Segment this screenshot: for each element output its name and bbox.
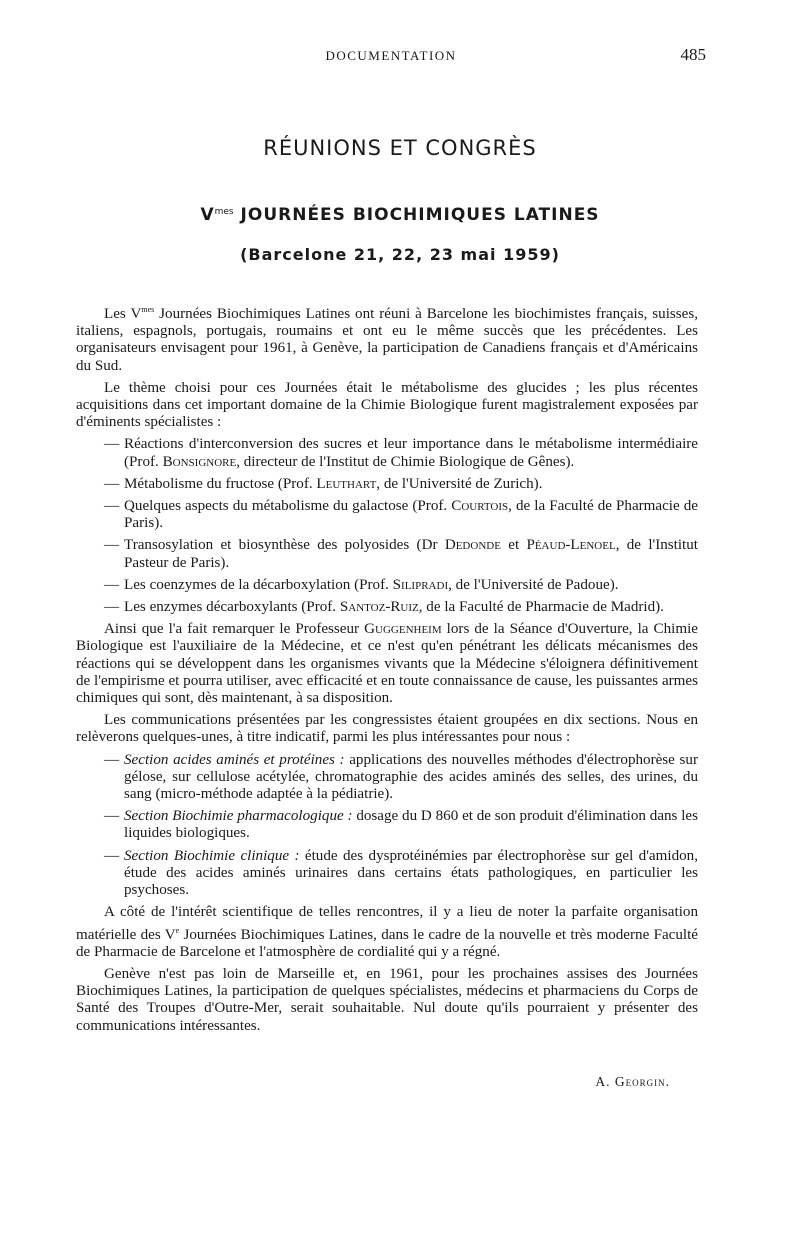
topic-affiliation: , de l'Institut Pasteur de Paris). (124, 537, 698, 571)
article-title-ordinal: V (200, 205, 215, 225)
theme-paragraph: Le thème choisi pour ces Journées était le métabolisme des glucides ; les plus récentes acquisitions dans cet important domaine de la Chimie Biologique furent magistralement exposées par d'éminents spécialistes : (76, 379, 698, 431)
page-number: 485 (680, 45, 706, 64)
organisation-post: Journées Biochimiques Latines, dans le cadre de la nouvelle et très moderne Faculté de Pharmacie de Barcelone et l'atmosphère de cordialité qui y a régné. (76, 926, 698, 960)
section-text: dosage du D 860 et de son produit d'élimination dans les liquides biologiques. (124, 808, 698, 842)
dash-mark: — (104, 808, 120, 825)
topic-affiliation: , directeur de l'Institut de Chimie Biologique de Gênes). (236, 453, 575, 470)
topic-text: Quelques aspects du métabolisme du galactose (Prof. (124, 498, 452, 515)
speaker-name: Santoz-Ruiz (339, 599, 419, 616)
topic-affiliation: , de l'Université de Padoue). (448, 576, 619, 593)
running-head: DOCUMENTATION (325, 48, 457, 63)
author-signature: A. Georgin. (595, 1074, 670, 1089)
article-title-text: JOURNÉES BIOCHIMIQUES LATINES (240, 205, 600, 225)
section-text: étude des dysprotéinémies par électrophorèse sur gel d'amidon, étude des acides aminés urinaires dans certains états pathologiques, en particulier les psychoses. (124, 847, 698, 899)
speaker-name: Silipradi (392, 576, 449, 593)
dash-mark: — (104, 436, 120, 453)
topic-text: Transosylation et biosynthèse des polyosides (Dr (124, 537, 445, 554)
page-header (76, 45, 706, 70)
topic-text: Les enzymes décarboxylants (Prof. (124, 599, 340, 616)
speaker-name: Courtois (451, 498, 509, 515)
communications-paragraph: Les communications présentées par les congressistes étaient groupées en dix sections. Nous en relèverons quelques-unes, à titre indicatif, parmi les plus intéressantes pour nous : (76, 712, 698, 746)
topic-affiliation: , de l'Université de Zurich). (376, 475, 543, 492)
topic-item (76, 476, 698, 493)
topic-text: Métabolisme du fructose (Prof. (124, 475, 317, 492)
topic-item (76, 537, 698, 571)
article-body (76, 301, 698, 1040)
organisation-sup: e (175, 925, 180, 935)
guggenheim-paragraph (76, 621, 698, 707)
topic-item (76, 599, 698, 616)
intro-post: Journées Biochimiques Latines ont réuni à Barcelone les biochimistes français, suisses, italiens, espagnols, portugais, roumains et ont eu le même succès que les précédentes. Les organisateurs envisagent pour 1961, à Genève, la participation de Canadiens français et d'Américains du Sud. (76, 306, 699, 374)
section-text: applications des nouvelles méthodes d'électrophorèse sur gélose, sur cellulose acétylée, chromatographie des acides aminés des selles, des urines, du sang (micro-méthode adaptée à la pédiatrie). (124, 751, 698, 803)
article-title (0, 205, 800, 225)
dash-mark: — (104, 751, 120, 768)
article-title-ordinal-sup: mes (214, 207, 234, 217)
section-item (76, 752, 698, 804)
section-item (76, 848, 698, 900)
article-dates: (Barcelone 21, 22, 23 mai 1959) (240, 245, 560, 264)
topic-affiliation: , de la Faculté de Pharmacie de Madrid). (418, 599, 664, 616)
geneve-paragraph: Genève n'est pas loin de Marseille et, en 1961, pour les prochaines assises des Journées Biochimiques Latines, la participation de quelques spécialistes, médecins et pharmaciens du Corps de Santé des Troupes d'Outre-Mer, serait souhaitable. Nul doute qu'ils pourraient y présenter des communications intéressantes. (76, 965, 698, 1034)
topic-item (76, 436, 698, 470)
section-label: Section Biochimie clinique : (124, 847, 300, 864)
topic-connector: et (500, 537, 527, 554)
topic-text: Les coenzymes de la décarboxylation (Prof. (124, 576, 393, 593)
dash-mark: — (104, 599, 120, 616)
organisation-paragraph (76, 904, 698, 961)
section-label: Section Biochimie pharmacologique : (124, 808, 353, 825)
dash-mark: — (104, 498, 120, 515)
dash-mark: — (104, 475, 120, 492)
guggenheim-pre: Ainsi que l'a fait remarquer le Professeur (104, 621, 365, 638)
speaker-name: Dedonde (444, 537, 501, 554)
topic-item (76, 498, 698, 532)
guggenheim-name: Guggenheim (364, 621, 442, 638)
dash-mark: — (104, 537, 120, 554)
organisation-pre: A côté de l'intérêt scientifique de telles rencontres, il y a lieu de noter la parfaite organisation matérielle des V (76, 904, 698, 943)
page-title: RÉUNIONS ET CONGRÈS (263, 136, 537, 160)
topic-affiliation: , de la Faculté de Pharmacie de Paris). (124, 498, 698, 532)
speaker-name: Leuthart (316, 475, 377, 492)
speaker-name: Bonsignore (162, 453, 237, 470)
dash-mark: — (104, 576, 120, 593)
speaker-name-2: Péaud-Lenoel (526, 537, 616, 554)
topic-text: Réactions d'interconversion des sucres et leur importance dans le métabolisme intermédiaire (Prof. (124, 436, 698, 470)
intro-sup: mes (141, 305, 155, 314)
intro-paragraph (76, 301, 698, 375)
topic-item (76, 577, 698, 594)
guggenheim-post: lors de la Séance d'Ouverture, la Chimie Biologique est l'auxiliaire de la Médecine, et ce n'est qu'en pénétrant les délicats mécanismes des réactions qui se développent dans les organismes vivants que la Médecine s'éloignera définitivement de l'empirisme et pourra utiliser, avec efficacité et en toute connaissance de cause, les puissantes armes chimiques qui sont, dès maintenant, à sa disposition. (76, 621, 698, 707)
dash-mark: — (104, 847, 120, 864)
section-item (76, 808, 698, 842)
section-label: Section acides aminés et protéines : (124, 751, 345, 768)
intro-pre: Les V (104, 306, 142, 322)
